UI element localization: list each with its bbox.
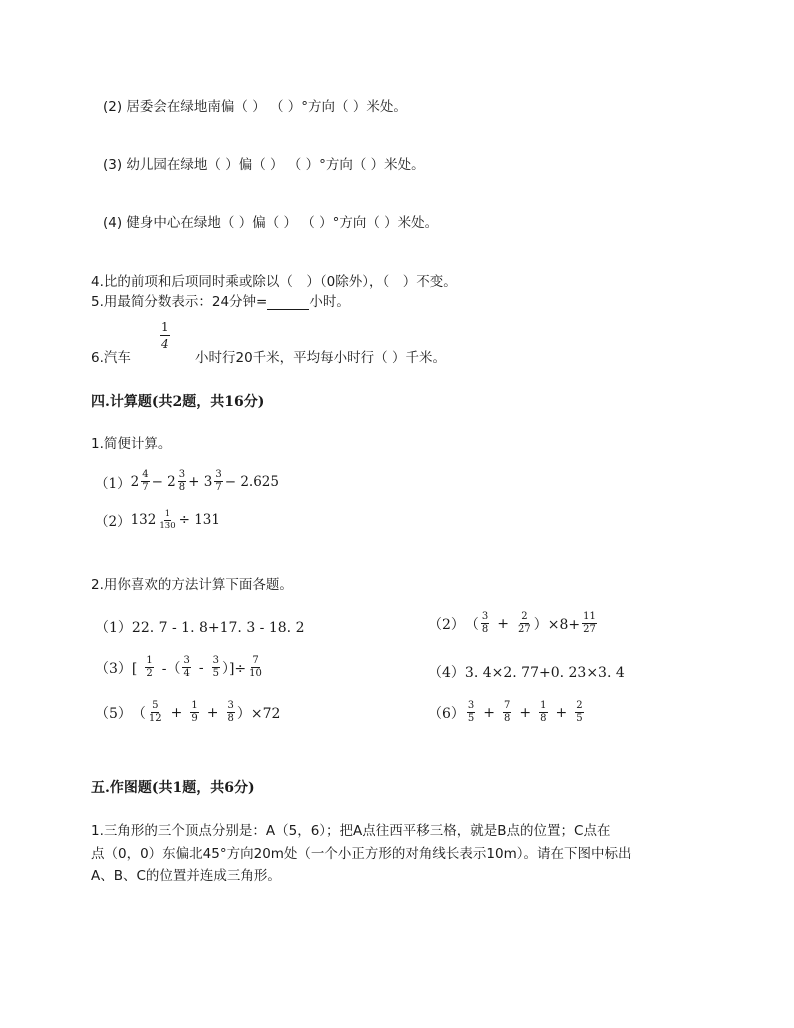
fraction <box>148 701 163 724</box>
fraction <box>467 701 475 724</box>
fraction-denominator: 10 <box>249 668 262 679</box>
operator: + <box>519 704 532 721</box>
fraction-one-quarter <box>160 321 170 350</box>
paren: （ <box>131 705 146 722</box>
operator: + <box>170 704 183 721</box>
expression-2-3 <box>95 656 265 679</box>
fraction-numerator: 3 <box>178 469 186 480</box>
fraction-denominator: 9 <box>191 713 198 724</box>
operator: -（ <box>161 660 181 677</box>
fraction <box>248 656 263 679</box>
fraction-numerator: 3 <box>212 655 219 666</box>
fraction-denominator: 27 <box>583 624 596 635</box>
fraction-numerator: 3 <box>227 700 234 711</box>
question-part-2: (2) 居委会在绿地南偏（ ） （ ）°方向（ ）米处。 <box>103 99 407 115</box>
fraction-numerator: 3 <box>467 700 475 711</box>
paren: （ <box>464 616 479 633</box>
section-5-line-2: 点（0，0）东偏北45°方向20m处（一个小正方形的对角线长表示10m）。请在下图中标出 <box>91 846 632 862</box>
expression-1-1 <box>95 470 279 493</box>
fraction-numerator: 1 <box>540 700 547 711</box>
fraction <box>212 656 220 679</box>
fraction-denominator: 5 <box>576 713 583 724</box>
operator: ）×72 <box>236 705 281 722</box>
question-5-unit: 小时。 <box>309 294 350 310</box>
fraction-numerator: 3 <box>183 655 190 666</box>
fraction-denominator: 4 <box>161 337 169 351</box>
fraction-numerator: 2 <box>576 700 583 711</box>
fraction <box>158 510 176 530</box>
fraction-denominator: 5 <box>467 713 475 724</box>
item-label: （6） <box>428 705 465 722</box>
operator-tail: − 2.625 <box>224 473 279 490</box>
fraction <box>145 656 153 679</box>
question-5-text: 5.用最简分数表示：24分钟= <box>91 294 268 310</box>
fraction-denominator: 12 <box>148 713 162 724</box>
expression-2-1: （1）22. 7 - 1. 8+17. 3 - 18. 2 <box>95 620 305 636</box>
operator: + <box>555 704 568 721</box>
operator: + <box>497 615 510 632</box>
section-4-heading: 四.计算题(共2题，共16分) <box>91 394 265 410</box>
question-part-4: (4) 健身中心在绿地（ ）偏（ ） （ ）°方向（ ）米处。 <box>103 215 439 231</box>
fraction-denominator: 8 <box>227 713 234 724</box>
fraction-denominator: 2 <box>146 668 153 679</box>
fraction <box>190 701 198 724</box>
fraction-numerator: 4 <box>142 469 149 480</box>
question-5 <box>91 290 350 310</box>
fraction <box>182 656 190 679</box>
item-label: （2） <box>428 616 465 633</box>
operator: ）]÷ <box>221 660 247 677</box>
fraction-numerator: 1 <box>146 655 153 666</box>
item-label: （2） <box>95 514 131 530</box>
fraction-denominator: 7 <box>142 482 149 493</box>
section-5-line-3: A、B、C的位置并连成三角形。 <box>91 868 281 884</box>
fraction-numerator: 1 <box>164 509 171 519</box>
operator: ）×8+ <box>533 616 581 633</box>
expression-2-4: （4）3. 4×2. 77+0. 23×3. 4 <box>428 665 625 681</box>
fraction-numerator: 3 <box>215 469 222 480</box>
fraction <box>575 701 583 724</box>
question-4: 4.比的前项和后项同时乘或除以（ ）（0除外），（ ）不变。 <box>91 274 457 290</box>
expression-2-2 <box>428 612 599 635</box>
fraction-numerator: 2 <box>521 611 528 622</box>
fraction-numerator: 11 <box>583 611 596 622</box>
expression-2-6 <box>428 701 586 724</box>
item-label: （3）[ <box>95 660 138 677</box>
fraction <box>582 612 597 635</box>
operator: - <box>198 659 204 676</box>
fraction <box>539 701 547 724</box>
fraction-denominator: 130 <box>159 520 176 531</box>
item-label: （5） <box>95 705 132 722</box>
operator: + <box>206 704 219 721</box>
fraction-denominator: 4 <box>183 668 190 679</box>
fraction-numerator: 7 <box>252 655 259 666</box>
answer-blank <box>267 296 309 310</box>
operator: − 2 <box>151 473 176 490</box>
fraction <box>481 612 489 635</box>
operator-tail: ÷ 131 <box>178 512 220 528</box>
fraction-numerator: 3 <box>481 611 489 622</box>
question-6-prefix: 6.汽车 <box>91 350 131 366</box>
fraction-denominator: 8 <box>540 713 547 724</box>
fraction-denominator: 27 <box>518 624 531 635</box>
question-6-suffix: 小时行20千米，平均每小时行（ ）千米。 <box>195 350 446 366</box>
fraction-denominator: 8 <box>178 482 186 493</box>
section-4-q1-title: 1.简便计算。 <box>91 436 172 452</box>
question-part-3: (3) 幼儿园在绿地（ ）偏（ ） （ ）°方向（ ）米处。 <box>103 157 425 173</box>
fraction-numerator: 5 <box>152 700 159 711</box>
fraction-numerator: 7 <box>504 700 511 711</box>
item-label: （1） <box>95 475 131 492</box>
fraction-denominator: 7 <box>215 482 222 493</box>
operator: + <box>483 704 496 721</box>
expression-2-5 <box>95 701 280 724</box>
section-4-q2-title: 2.用你喜欢的方法计算下面各题。 <box>91 577 293 593</box>
operator: + 3 <box>188 473 213 490</box>
fraction-denominator: 8 <box>504 713 511 724</box>
fraction <box>227 701 235 724</box>
fraction <box>517 612 532 635</box>
fraction <box>178 470 186 493</box>
section-5-line-1: 1.三角形的三个顶点分别是：A（5，6）；把A点往西平移三格，就是B点的位置；C点在 <box>91 823 611 839</box>
fraction-denominator: 8 <box>481 624 489 635</box>
whole-number: 2 <box>130 473 140 490</box>
fraction <box>141 470 149 493</box>
expression-1-2 <box>95 510 220 530</box>
fraction-numerator: 1 <box>161 320 169 334</box>
fraction-denominator: 5 <box>212 668 219 679</box>
fraction <box>214 470 222 493</box>
fraction-numerator: 1 <box>191 700 198 711</box>
fraction <box>503 701 511 724</box>
whole-number: 132 <box>130 512 157 528</box>
section-5-heading: 五.作图题(共1题，共6分) <box>91 780 255 796</box>
